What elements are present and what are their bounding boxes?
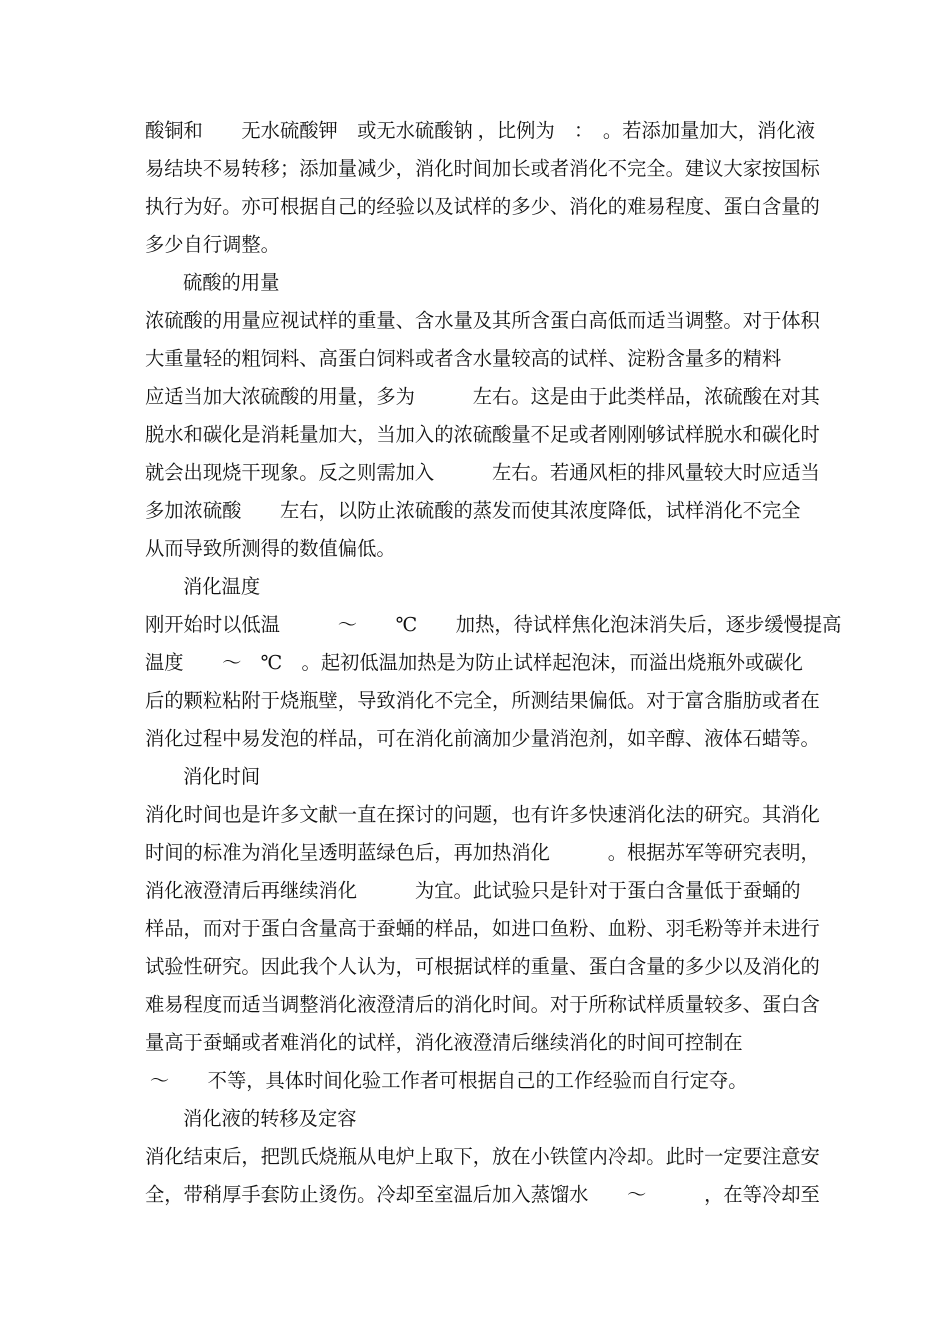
- document-page: [145, 113, 842, 1215]
- section-heading: 消化液的转移及定容: [183, 1109, 357, 1130]
- paragraph-line: 脱水和碳化是消耗量加大，当加入的浓硫酸量不足或者刚刚够试样脱水和碳化时: [145, 425, 820, 446]
- paragraph-line: 时间的标准为消化呈透明蓝绿色后，再加热消化 。根据苏军等研究表明，: [145, 843, 820, 864]
- paragraph-line: 多少自行调整。: [145, 235, 280, 256]
- paragraph-line: 量高于蚕蛹或者难消化的试样，消化液澄清后继续消化的时间可控制在: [145, 1033, 743, 1054]
- paragraph-line: 大重量轻的粗饲料、高蛋白饲料或者含水量较高的试样、淀粉含量多的精料: [145, 349, 782, 370]
- paragraph-line: ～ 不等，具体时间化验工作者可根据自己的工作经验而自行定夺。: [145, 1071, 748, 1092]
- paragraph-line: 样品，而对于蛋白含量高于蚕蛹的样品，如进口鱼粉、血粉、羽毛粉等并未进行: [145, 919, 820, 940]
- paragraph-line: 执行为好。亦可根据自己的经验以及试样的多少、消化的难易程度、蛋白含量的: [145, 197, 820, 218]
- paragraph-line: 从而导致所测得的数值偏低。: [145, 539, 396, 560]
- paragraph-line: 难易程度而适当调整消化液澄清后的消化时间。对于所称试样质量较多、蛋白含: [145, 995, 820, 1016]
- paragraph-line: 消化时间也是许多文献一直在探讨的问题，也有许多快速消化法的研究。其消化: [145, 805, 820, 826]
- paragraph-line: 试验性研究。因此我个人认为，可根据试样的重量、蛋白含量的多少以及消化的: [145, 957, 820, 978]
- paragraph-line: 就会出现烧干现象。反之则需加入 左右。若通风柜的排风量较大时应适当: [145, 463, 820, 484]
- paragraph-line: 多加浓硫酸 左右，以防止浓硫酸的蒸发而使其浓度降低，试样消化不完全: [145, 501, 801, 522]
- paragraph-line: 刚开始时以低温 ～ ℃ 加热，待试样焦化泡沫消失后，逐步缓慢提高: [145, 615, 842, 636]
- paragraph-line: 浓硫酸的用量应视试样的重量、含水量及其所含蛋白高低而适当调整。对于体积: [145, 311, 820, 332]
- paragraph-line: 易结块不易转移；添加量减少，消化时间加长或者消化不完全。建议大家按国标: [145, 159, 820, 180]
- paragraph-line: 消化结束后，把凯氏烧瓶从电炉上取下，放在小铁筐内冷却。此时一定要注意安: [145, 1147, 820, 1168]
- paragraph-line: 全，带稍厚手套防止烫伤。冷却至室温后加入蒸馏水 ～ ，在等冷却至: [145, 1185, 820, 1206]
- section-heading: 消化温度: [183, 577, 261, 598]
- paragraph-line: 后的颗粒粘附于烧瓶壁，导致消化不完全，所测结果偏低。对于富含脂肪或者在: [145, 691, 820, 712]
- paragraph-line: 应适当加大浓硫酸的用量，多为 左右。这是由于此类样品，浓硫酸在对其: [145, 387, 820, 408]
- section-heading: 硫酸的用量: [183, 273, 280, 294]
- section-heading: 消化时间: [183, 767, 261, 788]
- paragraph-line: 酸铜和 无水硫酸钾 或无水硫酸钠 ，比例为 ： 。若添加量加大，消化液: [145, 121, 816, 142]
- paragraph-line: 温度 ～ ℃ 。起初低温加热是为防止试样起泡沫，而溢出烧瓶外或碳化: [145, 653, 803, 674]
- paragraph-line: 消化液澄清后再继续消化 为宜。此试验只是针对于蛋白含量低于蚕蛹的: [145, 881, 801, 902]
- paragraph-line: 消化过程中易发泡的样品，可在消化前滴加少量消泡剂，如辛醇、液体石蜡等。: [145, 729, 820, 750]
